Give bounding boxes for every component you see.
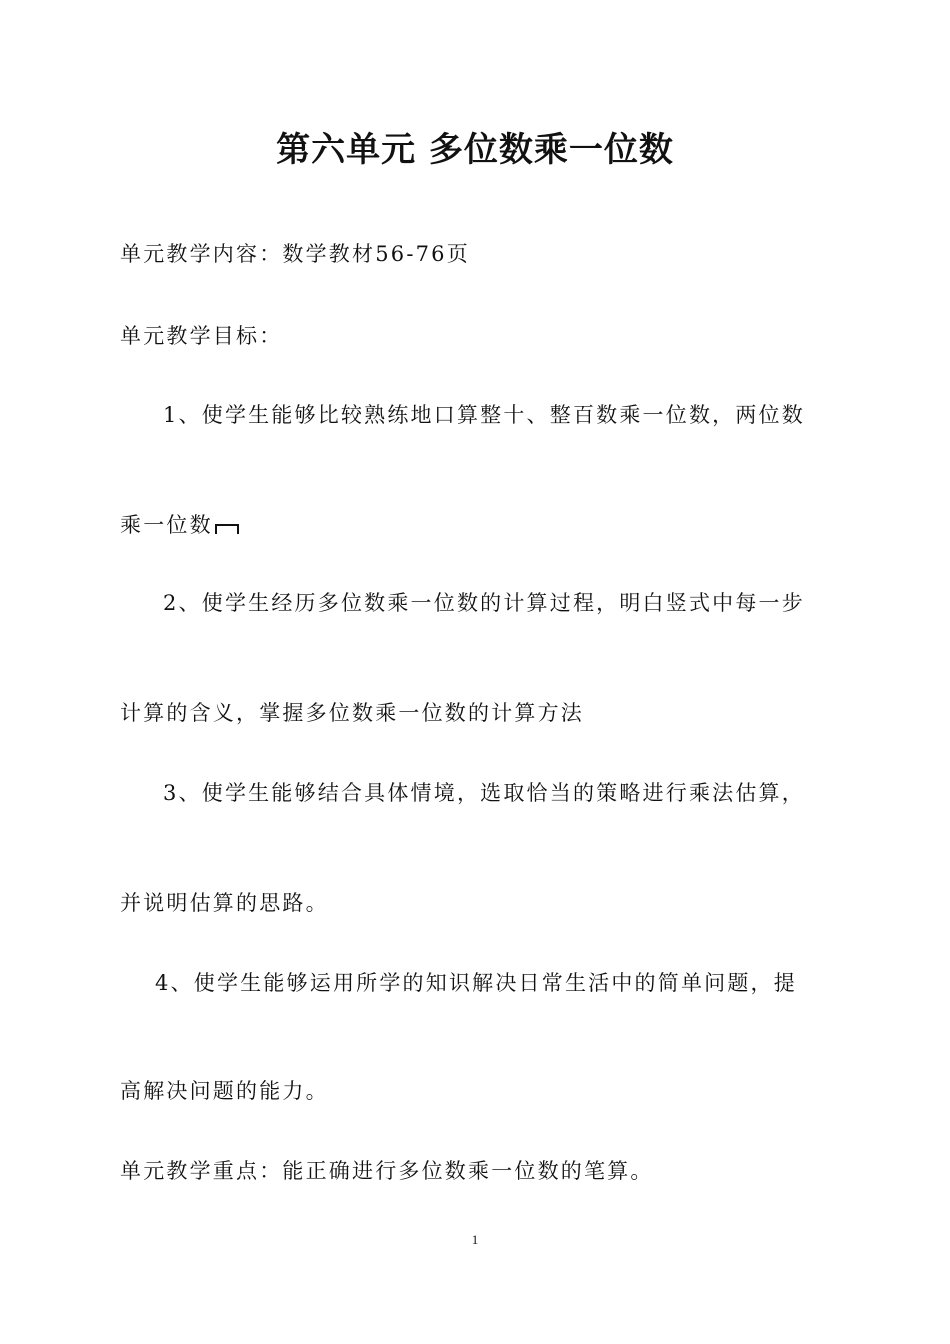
content-line: 单元教学内容：数学教材56-76页 <box>120 242 470 266</box>
goal-item-2: 2、使学生经历多位数乘一位数的计算过程，明白竖式中每一步 <box>163 591 805 615</box>
goal-item-4: 4、使学生能够运用所学的知识解决日常生活中的简单问题，提 <box>155 971 797 995</box>
content-line: 单元教学目标： <box>120 324 283 348</box>
goal-item-3: 3、使学生能够结合具体情境，选取恰当的策略进行乘法估算， <box>163 781 805 805</box>
document-title: 第六单元 多位数乘一位数 <box>276 130 674 170</box>
edit-mark-icon <box>215 524 239 534</box>
goal-item-3-continuation: 并说明估算的思路。 <box>120 891 329 915</box>
goal-item-2-continuation: 计算的含义，掌握多位数乘一位数的计算方法 <box>120 701 584 725</box>
goal-item-1: 1、使学生能够比较熟练地口算整十、整百数乘一位数，两位数 <box>163 403 805 427</box>
goal-item-1-continuation-text: 乘一位数 <box>120 513 213 537</box>
goal-item-4-continuation: 高解决问题的能力。 <box>120 1079 329 1103</box>
page-number: 1 <box>471 1232 479 1247</box>
goal-item-1-continuation <box>120 509 239 539</box>
teaching-focus: 单元教学重点：能正确进行多位数乘一位数的笔算。 <box>120 1159 654 1183</box>
